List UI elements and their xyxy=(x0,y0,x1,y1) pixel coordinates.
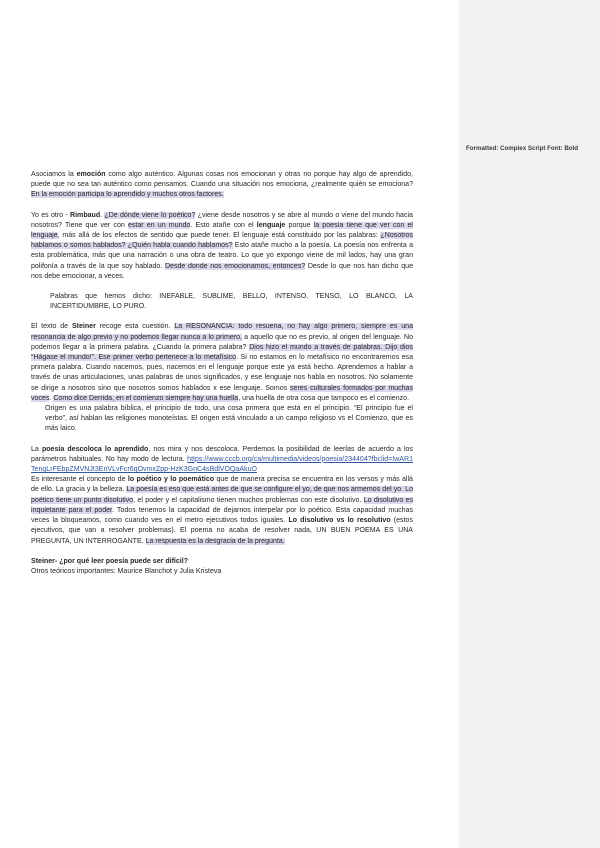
paragraph-steiner xyxy=(31,322,413,404)
text: Asociamos la xyxy=(31,171,77,178)
text: como algo auténtico. Algunas cosas nos emocionan y otras no porque hay algo de aprendido, puede que no sea tan auténtico como pensamos. Cuando una situación nos emociona, ¿realmente quién se emociona? xyxy=(31,171,413,189)
bold-text: lenguaje xyxy=(256,221,286,229)
bold-text: lo poético y lo poemático xyxy=(127,476,215,484)
highlight: estar en un mundo xyxy=(127,221,191,229)
bold-text: Lo disolutivo vs lo resolutivo xyxy=(288,517,391,525)
text: . Esto atañe con el xyxy=(190,221,257,229)
highlight: Como dice Derrida, en el comienzo siempre hay una huella xyxy=(53,394,239,402)
bold-text: emoción xyxy=(76,171,106,178)
text: recoge esta cuestión. xyxy=(95,323,175,331)
highlight: La respuesta es la desgracia de la pregunta. xyxy=(145,537,285,545)
text: a aquello que no es previo, al origen del lenguaje. No podemos llegar a la primera palabra. ¿Cuando la primera palabra? xyxy=(31,333,413,351)
highlight: seres culturales formados por muchas voces xyxy=(31,384,413,402)
document-page xyxy=(31,170,413,577)
text: . xyxy=(49,394,54,402)
highlight: ¿De dónde viene lo poético? xyxy=(104,211,196,219)
text: . Si no estamos en lo metafísico no encontraremos esa primera palabra. Cuando nacemos, pues, nacemos en el lenguaje porque este ya está hecho. Aprendemos a hablar a través de unas articulaciones, unas palabras de unos significados, y ese lenguaje nos habla en nosotros. No solamente se dirige a nosotros sino que nosotros somos hablados x ese lenguaje. Somos xyxy=(31,354,413,392)
highlight: Dios hizo el mundo a través de palabras. Dijo dios “Hágase el mundo!”. Ese primer verbo pertenece a lo metafísico xyxy=(31,343,413,362)
paragraph-otros: Otros teóricos importantes: Maurice Blanchot y Julia Kristeva xyxy=(31,567,222,575)
format-comment: Formatted: Complex Script Font: Bold xyxy=(466,145,579,152)
text: , más allá de los efectos de sentido que puede tener. El lenguaje está constituido por las palabras: xyxy=(57,232,381,240)
text: . Todos tenemos la capacidad de dejarnos interpelar por lo poético. Esta capacidad muchas veces la bloqueamos, como cuando ves en el metro ejecutivos todos iguales. xyxy=(31,506,414,525)
text: que de manera precisa se encuentra en los versos y más allá de ello. La gracia y la belleza. xyxy=(31,476,413,494)
text: Es interesante el concepto de xyxy=(31,476,128,484)
quote-palabras: Palabras que hemos dicho: INEFABLE, SUBLIME, BELLO, INTENSO, TENSO, LO BLANCO, LA INCERTIDUMBRE, LO PURO. xyxy=(50,293,413,311)
text: Desde lo que nos han dicho que nos debe emocionar, a veces. xyxy=(31,262,413,280)
text: (estos ejecutivos, que van a resolver problemas). El poema no acaba de resolver nada, UN BUEN POEMA ES UNA PREGUNTA, UN INTERROGANTE. xyxy=(31,517,413,545)
highlight: En la emoción participa lo aprendido y muchos otros factores. xyxy=(31,191,224,199)
highlight: ¿Nosotros hablamos o somos hablados? ¿Quién habla cuando hablamos? xyxy=(31,232,413,250)
text: ¿viene desde nosotros y se abre al mundo o viene del mundo hacia nosotros? Tiene que ver con xyxy=(31,211,413,229)
paragraph-poematico xyxy=(31,475,413,546)
bold-text: Steiner xyxy=(71,323,96,331)
comments-panel xyxy=(459,0,600,848)
bold-text: Rimbaud xyxy=(70,211,101,219)
video-link[interactable]: https://www.cccb.org/ca/multimedia/videos/poesia/234404?fbclid=IwAR1TengLrFEbpZMVNJt3EnVLvFcr6qOvmxZpp-HzK3GnC4sBdlVOQaAkuO xyxy=(31,455,413,474)
section-heading: Steiner- ¿por qué leer poesía puede ser difícil? xyxy=(31,557,189,565)
text: . xyxy=(100,211,105,219)
text: Yo es otro - xyxy=(31,211,70,219)
text: La xyxy=(31,445,42,453)
bold-text: poesía descoloca lo aprendido xyxy=(41,445,149,453)
highlight: La poesía es eso que está antes de que se configure el yo, de que nos armemos del yo. Lo poético tiene un punto disolutivo xyxy=(31,486,413,504)
text: , una huella de otra cosa que tampoco es el comienzo. xyxy=(238,394,410,402)
highlight: la poesía tiene que ver con el lenguaje xyxy=(31,221,413,240)
text: Esto atañe mucho a la poesía. La poesía nos enfrenta a esta problemática, más que una narración o una obra de teatro. Lo que yo expongo viene de mil lados, hay una gran polifonía a través de la que soy hablado. xyxy=(31,242,413,270)
paragraph-rimbaud xyxy=(31,211,413,282)
text: , nos mira y nos descoloca. Perdemos la posibilidad de leerlas de acuerdo a los parámetros habituales. No hay modo de lectura. xyxy=(31,445,413,463)
text: El texto de xyxy=(31,323,72,331)
paragraph-origen: Origen es una palabra bíblica, el principio de todo, una cosa primera que está en el principio. “El principio fue el verbo”, así hablan las religiones monoteístas. El origen está vinculado a un campo religioso vs el Comienzo, que es más laico. xyxy=(45,405,413,433)
paragraph-descoloca xyxy=(31,445,413,476)
paragraph-emocion xyxy=(31,170,413,201)
text: porque xyxy=(285,221,314,229)
text: , el poder y el capitalismo tienen muchos problemas con este disolutivo. xyxy=(133,496,364,504)
highlight: Lo disolutivo es inquietante para el poder xyxy=(31,496,414,514)
highlight: La RESONANCIA: todo resuena, no hay algo primero, siempre es una resonancia de algo previo y no podemos llegar nunca a lo primero, xyxy=(31,323,413,341)
highlight: Desde donde nos emocionamos, entonces? xyxy=(164,262,306,270)
